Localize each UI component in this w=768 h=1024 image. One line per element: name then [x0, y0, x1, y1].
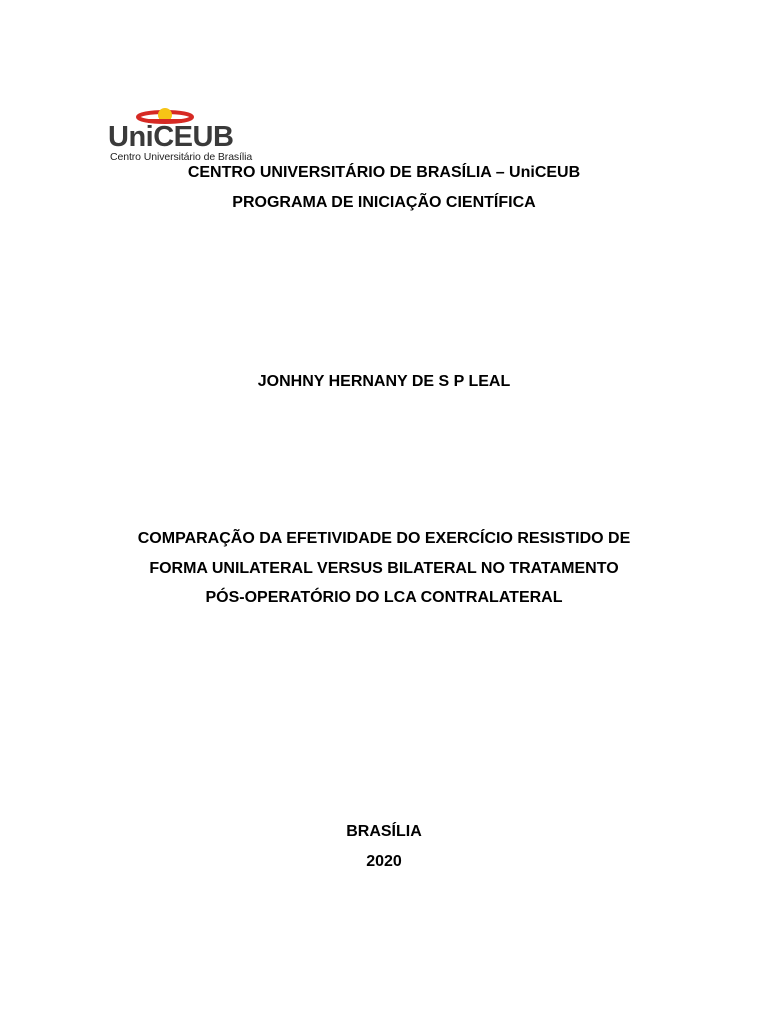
title-line-2: FORMA UNILATERAL VERSUS BILATERAL NO TRATAMENTO [149, 560, 619, 577]
title-line-3: PÓS-OPERATÓRIO DO LCA CONTRALATERAL [205, 589, 563, 606]
logo-subtitle: Centro Universitário de Brasília [110, 151, 253, 163]
program-name: PROGRAMA DE INICIAÇÃO CIENTÍFICA [232, 194, 536, 211]
logo-wordmark: UniCEUB [108, 121, 234, 153]
uniceub-logo [108, 104, 270, 164]
year: 2020 [366, 853, 402, 870]
author-name: JONHNY HERNANY DE S P LEAL [257, 373, 511, 390]
title-line-1: COMPARAÇÃO DA EFETIVIDADE DO EXERCÍCIO RESISTIDO DE [137, 530, 631, 547]
city: BRASÍLIA [346, 823, 422, 840]
institution-name: CENTRO UNIVERSITÁRIO DE BRASÍLIA – UniCEUB [187, 164, 581, 181]
